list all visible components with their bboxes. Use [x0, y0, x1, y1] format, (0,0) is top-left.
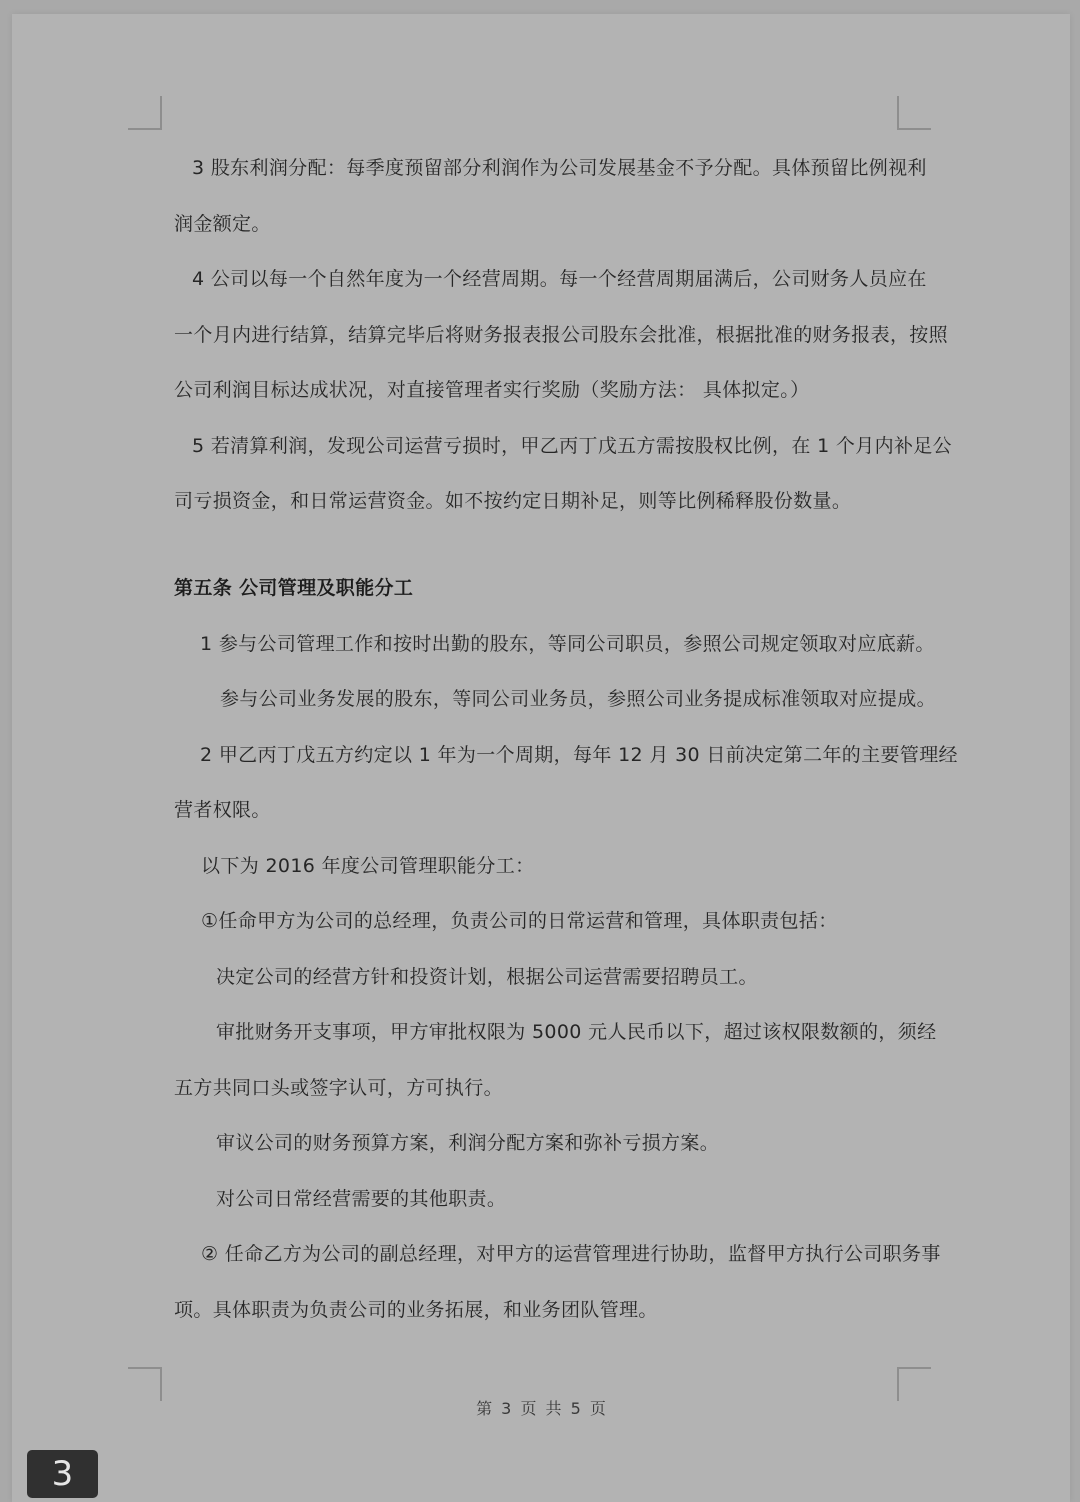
paragraph-line: 对公司日常经营需要的其他职责。 — [216, 1188, 507, 1210]
paragraph-line: 3 股东利润分配：每季度预留部分利润作为公司发展基金不予分配。具体预留比例视利 — [192, 157, 927, 179]
paragraph-line: 决定公司的经营方针和投资计划，根据公司运营需要招聘员工。 — [216, 966, 758, 988]
page-number-badge[interactable]: 3 — [27, 1450, 98, 1498]
paragraph-line: 营者权限。 — [174, 799, 271, 821]
paragraph-line: 审议公司的财务预算方案，利润分配方案和弥补亏损方案。 — [216, 1132, 720, 1154]
crop-mark-top-left — [128, 96, 162, 130]
paragraph-line: 参与公司业务发展的股东，等同公司业务员，参照公司业务提成标准领取对应提成。 — [220, 688, 936, 710]
paragraph-line: 2 甲乙丙丁戊五方约定以 1 年为一个周期，每年 12 月 30 日前决定第二年的主要管理经 — [200, 744, 958, 766]
paragraph-line: 以下为 2016 年度公司管理职能分工： — [201, 855, 535, 877]
section-heading: 第五条 公司管理及职能分工 — [174, 577, 414, 599]
paragraph-line: ② 任命乙方为公司的副总经理，对甲方的运营管理进行协助，监督甲方执行公司职务事 — [201, 1243, 941, 1265]
paragraph-line: 项。具体职责为负责公司的业务拓展，和业务团队管理。 — [174, 1299, 658, 1321]
paragraph-line: 一个月内进行结算，结算完毕后将财务报表报公司股东会批准，根据批准的财务报表，按照 — [174, 324, 949, 346]
paragraph-line: 五方共同口头或签字认可，方可执行。 — [174, 1077, 503, 1099]
paragraph-line: 5 若清算利润，发现公司运营亏损时，甲乙丙丁戊五方需按股权比例，在 1 个月内补足公 — [192, 435, 952, 457]
paragraph-line: 润金额定。 — [174, 213, 271, 235]
paragraph-line: 公司利润目标达成状况，对直接管理者实行奖励（奖励方法： 具体拟定。） — [174, 379, 810, 401]
paragraph-line: ①任命甲方为公司的总经理，负责公司的日常运营和管理，具体职责包括： — [201, 910, 838, 932]
crop-mark-top-right — [897, 96, 931, 130]
paragraph-line: 1 参与公司管理工作和按时出勤的股东，等同公司职员，参照公司规定领取对应底薪。 — [200, 633, 935, 655]
paragraph-line: 4 公司以每一个自然年度为一个经营周期。每一个经营周期届满后，公司财务人员应在 — [192, 268, 927, 290]
paragraph-line: 审批财务开支事项，甲方审批权限为 5000 元人民币以下，超过该权限数额的，须经 — [216, 1021, 937, 1043]
paragraph-line: 司亏损资金，和日常运营资金。如不按约定日期补足，则等比例稀释股份数量。 — [174, 490, 852, 512]
page-footer: 第 3 页 共 5 页 — [476, 1399, 608, 1418]
